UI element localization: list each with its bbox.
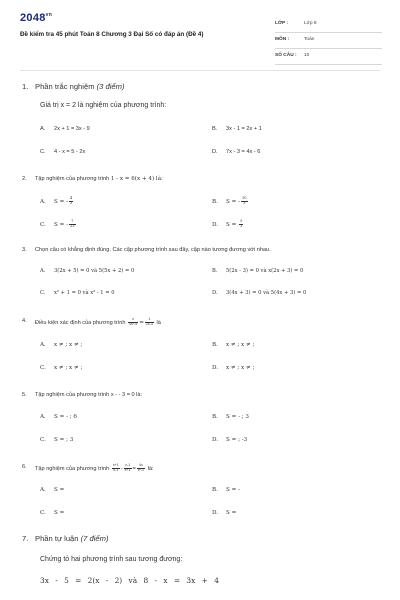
option-text: S = ; -3: [226, 437, 248, 443]
option-text: x ≠ ; x ≠ ;: [226, 365, 255, 371]
option-letter: B.: [212, 342, 218, 348]
option-text: S = -: [226, 487, 240, 493]
question-text: [35, 176, 163, 182]
section-title: [35, 82, 125, 91]
exam-meta: [275, 17, 382, 65]
equation-fraction: $\frac{1}{2x-3}$: [145, 317, 153, 326]
option-text: 3(2x + 5) = 0 và 5(5x + 2) = 0: [54, 268, 135, 274]
option-text: 2x + 1 = 3x - 9: [54, 126, 90, 132]
meta-subject-value: Toán: [304, 37, 315, 42]
meta-subject: [275, 33, 382, 49]
option-letter: B.: [212, 198, 218, 205]
question-text-tail: là:: [147, 465, 154, 472]
q6-option-b[interactable]: [212, 487, 240, 493]
option-letter: D.: [212, 437, 219, 443]
option-text: x² + 1 = 0 và x² - 1 = 0: [54, 290, 115, 296]
q5-option-c[interactable]: [40, 437, 73, 443]
option-letter: D.: [212, 510, 219, 516]
question-number: 3.: [22, 247, 27, 253]
q3-option-c[interactable]: [40, 290, 115, 296]
option-letter: C.: [40, 365, 46, 371]
option-letter: A.: [40, 414, 46, 420]
q2-option-c[interactable]: [40, 220, 77, 229]
q4-option-b[interactable]: [212, 342, 254, 348]
option-letter: C.: [40, 437, 46, 443]
numerator: 10: [241, 196, 247, 200]
q5-option-b[interactable]: [212, 414, 249, 420]
q2-option-d[interactable]: [212, 220, 244, 229]
fraction: [241, 197, 248, 206]
question-text-main: Tập nghiệm của phương trình: [35, 465, 110, 472]
option-text: S = -: [226, 198, 240, 205]
question-text-tail: là: [156, 319, 161, 326]
header-divider: [20, 70, 380, 71]
option-text: S =: [54, 510, 65, 516]
q5-option-d[interactable]: [212, 437, 247, 443]
option-letter: D.: [212, 149, 218, 155]
q1-option-d[interactable]: [212, 149, 260, 155]
question-text: Tập nghiệm của phương trình $\frac{x+1}{x-1}$ - $\frac{x-1}{x+1}$ = $\frac{4x}{\text{x²-1}}$ là:: [35, 463, 154, 472]
option-letter: A.: [40, 268, 46, 274]
meta-count-value: 10: [304, 53, 310, 58]
denominator: 3: [69, 200, 73, 205]
fraction: [69, 220, 76, 229]
fraction: [69, 197, 73, 206]
section-points: (7 điểm): [80, 534, 109, 543]
denominator: 3: [243, 200, 246, 205]
meta-count: [275, 49, 382, 65]
section-points: (3 điểm): [96, 82, 125, 91]
q2-option-a[interactable]: [40, 197, 74, 206]
equation-fraction: $\frac{x-1}{x+1}$: [124, 463, 131, 472]
q6-option-c[interactable]: [40, 510, 64, 516]
q1-option-c[interactable]: [40, 149, 85, 155]
option-letter: C.: [40, 149, 46, 155]
section-title-text: Phần tự luận: [35, 534, 81, 543]
question-7-equations: 3x - 5 = 2(x - 2) và 8 - x = 3x + 4: [40, 576, 219, 585]
option-text: S =: [54, 487, 65, 493]
page-title: Đề kiểm tra 45 phút Toán 8 Chương 3 Đại Số có đáp án (Đề 4): [20, 31, 204, 38]
option-letter: A.: [40, 342, 46, 348]
question-1-text: Giá trị x = 2 là nghiệm của phương trình:: [40, 102, 167, 109]
option-letter: B.: [212, 126, 218, 132]
q4-option-d[interactable]: [212, 365, 254, 371]
question-text: [35, 392, 142, 398]
question-7-text: Chứng tỏ hai phương trình sau tương đương:: [40, 556, 183, 563]
option-letter: C.: [40, 221, 46, 228]
question-equation: x - - 3 = 0 là:: [110, 392, 143, 398]
option-letter: B.: [212, 487, 218, 493]
equation-fraction: $\frac{x}{\text{4x²-9}}$: [129, 317, 138, 326]
question-text: Điều kiện xác định của phương trình $\frac{x}{\text{4x²-9}}$ = $\frac{1}{2x-3}$ là: [35, 317, 161, 326]
equation-fraction: $\frac{x+1}{x-1}$: [112, 463, 119, 472]
section-number: 1.: [22, 82, 29, 91]
option-text: 3(4x + 3) = 0 và 5(4x + 3) = 0: [226, 290, 307, 296]
question-number: 6.: [22, 464, 27, 470]
option-letter: A.: [40, 126, 46, 132]
q6-option-d[interactable]: [212, 510, 236, 516]
section-title-text: Phần trắc nghiệm: [35, 82, 97, 91]
option-text: S = - ; 3: [226, 414, 249, 420]
option-letter: D.: [212, 365, 219, 371]
meta-class: [275, 17, 382, 33]
denominator: 23: [69, 223, 75, 228]
section-title: [35, 534, 108, 543]
option-letter: C.: [40, 290, 46, 296]
option-text: S = -: [54, 221, 68, 228]
q1-option-a[interactable]: [40, 126, 90, 132]
q5-option-a[interactable]: [40, 414, 77, 420]
numerator: 5: [240, 219, 243, 223]
q4-option-c[interactable]: [40, 365, 82, 371]
meta-count-label: SỐ CÂU :: [275, 53, 297, 58]
page-header: [20, 12, 382, 60]
option-letter: A.: [40, 198, 46, 205]
option-text: x ≠ ; x ≠ ;: [54, 342, 83, 348]
question-number: 5.: [22, 392, 27, 398]
question-text-main: Điều kiện xác định của phương trình: [35, 319, 126, 326]
q4-option-a[interactable]: [40, 342, 82, 348]
question-text-main: Tập nghiệm của phương trình: [35, 176, 110, 182]
option-text: 4 - x = 5 - 2x: [54, 149, 86, 155]
logo-suffix: vn: [45, 12, 53, 18]
option-letter: B.: [212, 414, 218, 420]
fraction: [239, 220, 243, 229]
q6-option-a[interactable]: [40, 487, 64, 493]
denominator: 3: [240, 223, 243, 228]
option-letter: D.: [212, 221, 219, 228]
option-text: S =: [226, 510, 237, 516]
question-text-main: Tập nghiệm của phương trình: [35, 392, 110, 398]
option-text: x ≠ ; x ≠ ;: [54, 365, 83, 371]
q3-option-d[interactable]: [212, 290, 306, 296]
question-number: 2.: [22, 176, 27, 182]
numerator: 4: [69, 196, 73, 200]
option-text: 7x - 3 = 4x - 6: [226, 149, 261, 155]
option-letter: C.: [40, 510, 46, 516]
equation-fraction: $\frac{4x}{\text{x²-1}}$: [137, 463, 145, 472]
option-letter: A.: [40, 487, 46, 493]
meta-subject-label: MÔN :: [275, 37, 290, 42]
question-equation: 1 - x = 6(x + 4) là:: [110, 176, 163, 182]
option-text: S = - ; 6: [54, 414, 77, 420]
q3-option-b[interactable]: [212, 268, 303, 274]
option-text: 5(2x - 3) = 0 và x(2x + 3) = 0: [226, 268, 304, 274]
option-letter: B.: [212, 268, 218, 274]
numerator: 7: [69, 220, 76, 225]
logo-text: 2048: [20, 12, 46, 24]
option-text: S =: [226, 221, 239, 228]
meta-class-label: LỚP :: [275, 21, 289, 26]
meta-class-value: Lớp 8: [304, 21, 317, 26]
option-text: S = -: [54, 198, 68, 205]
option-text: 3x - 1 = 2x + 1: [226, 126, 262, 132]
q2-option-b[interactable]: [212, 197, 249, 206]
question-text: Chọn câu có khẳng định đúng. Các cặp phương trình sau đây, cặp nào tương đương với nhau.: [35, 247, 271, 253]
option-letter: D.: [212, 290, 218, 296]
option-text: x ≠ ; x ≠ ;: [226, 342, 255, 348]
question-number: 4.: [22, 318, 27, 324]
option-text: S = ; 3: [54, 437, 74, 443]
site-logo[interactable]: [20, 12, 52, 24]
section-number: 7.: [22, 534, 29, 543]
q3-option-a[interactable]: [40, 268, 134, 274]
q1-option-b[interactable]: [212, 126, 262, 132]
